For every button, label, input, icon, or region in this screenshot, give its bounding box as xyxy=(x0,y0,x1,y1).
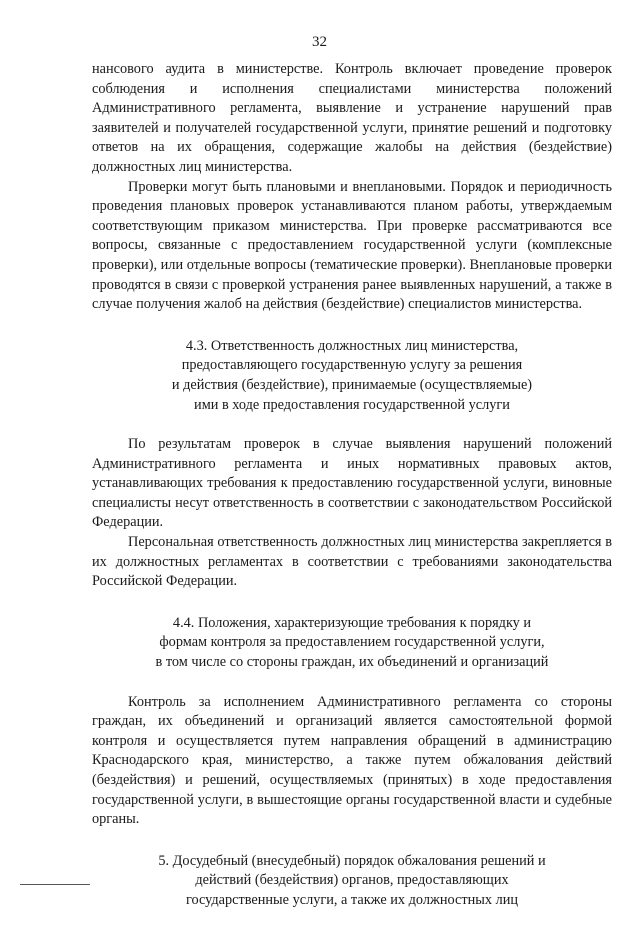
heading-line: предоставляющего государственную услугу за решения xyxy=(181,357,523,374)
paragraph-inspections: Проверки могут быть плановыми и внеплановыми. Порядок и периодичность проведения плановых проверок устанавливаются планом работы, утверждаемым соответствующим приказом министерства. При проверке рассматриваются все вопросы, связанные с предоставлением государственной услуги (комплексные проверки), или отдельные вопросы (тематические проверки). Внеплановые проверки проводятся в связи с проверкой устранения ранее выявленных нарушений, а также в случае получения жалоб на действия (бездействие) специалистов министерства. xyxy=(92,178,612,313)
document-body xyxy=(92,60,612,931)
heading-line: 4.4. Положения, характеризующие требования к порядку и xyxy=(172,614,532,631)
heading-section-4-4 xyxy=(92,614,612,673)
paragraph-personal-liability: Персональная ответственность должностных лиц министерства закрепляется в их должностных регламентах в соответствии с требованиями законодательства Российской Федерации. xyxy=(92,534,612,590)
heading-line: 4.3. Ответственность должностных лиц министерства, xyxy=(185,337,519,354)
heading-line: действий (бездействия) органов, предоставляющих xyxy=(195,872,509,889)
heading-line: формам контроля за предоставлением государственной услуги, xyxy=(159,634,545,651)
heading-section-5 xyxy=(92,852,612,911)
page-number: 32 xyxy=(312,34,327,50)
heading-line: 5. Досудебный (внесудебный) порядок обжалования решений и xyxy=(158,852,546,869)
heading-line: ими в ходе предоставления государственной услуги xyxy=(194,396,510,413)
heading-line: государственные услуги, а также их должностных лиц xyxy=(185,891,519,908)
heading-line: и действия (бездействие), принимаемые (осуществляемые) xyxy=(171,376,533,393)
paragraph-liability: По результатам проверок в случае выявления нарушений положений Административного регламента и иных нормативных правовых актов, устанавливающих требования к предоставлению государственной услуги, виновные специалисты несут ответственность в соответствии с законодательством Российской Федерации. xyxy=(92,436,612,531)
paragraph-audit-continued: нансового аудита в министерстве. Контроль включает проведение проверок соблюдения и исполнения специалистами министерства положений Административного регламента, выявление и устранение нарушений прав заявителей и получателей государственной услуги, принятие решений и подготовку ответов на их обращения, содержащие жалобы на действия (бездействие) должностных лиц министерства. xyxy=(92,61,612,175)
footnote-divider xyxy=(20,884,90,885)
paragraph-public-control: Контроль за исполнением Административного регламента со стороны граждан, их объединений и организаций является самостоятельной формой контроля и осуществляется путем направления обращений в администрацию Краснодарского края, министерство, а также путем обжалования действий (бездействия) и решений, осуществляемых (принятых) в ходе предоставления государственной услуги, в вышестоящие органы государственной власти и судебные органы. xyxy=(92,693,612,828)
heading-section-4-3 xyxy=(92,337,612,415)
heading-line: в том числе со стороны граждан, их объединений и организаций xyxy=(155,654,549,671)
